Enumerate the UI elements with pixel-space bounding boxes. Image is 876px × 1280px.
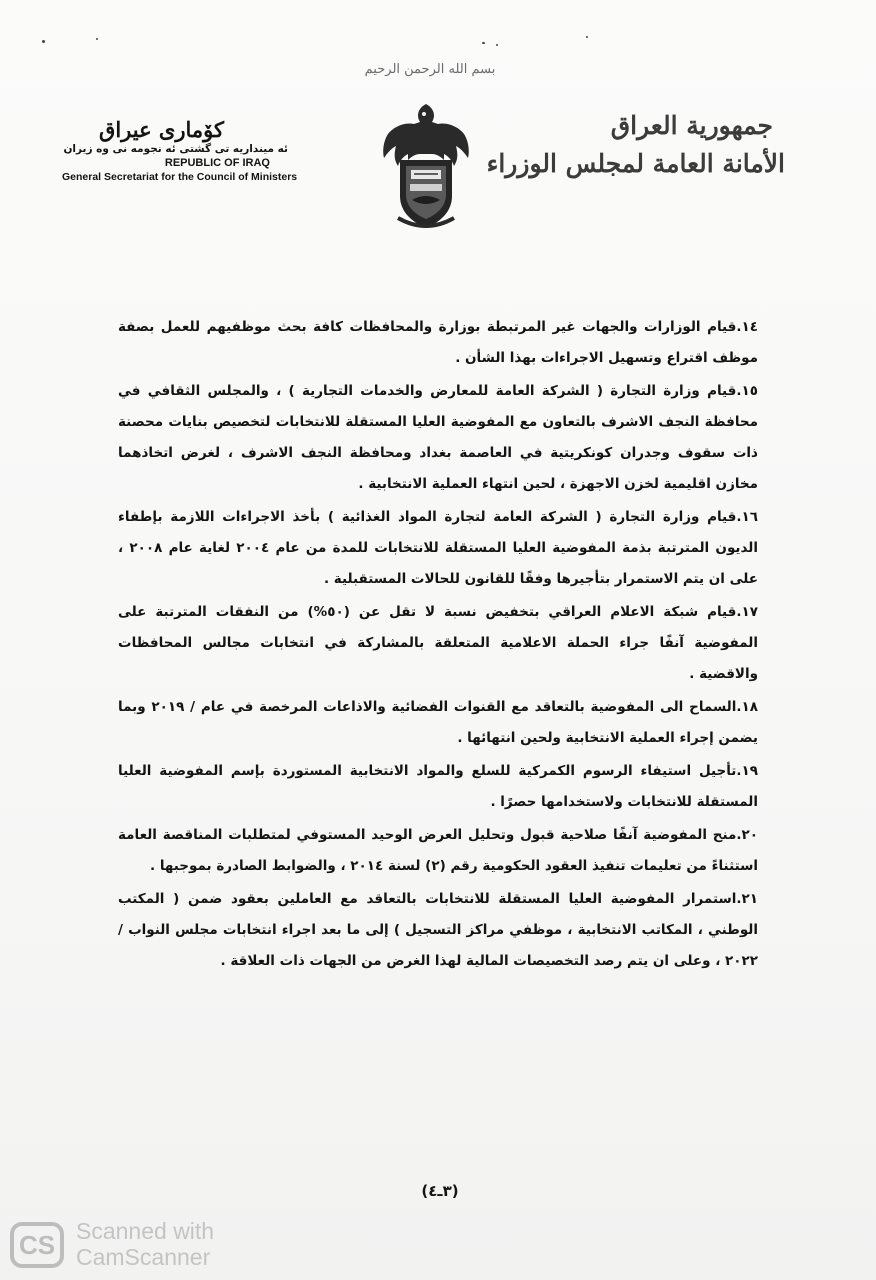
resolution-items-list [118,312,758,979]
list-item-16: ١٦.قيام وزارة التجارة ( الشركة العامة لتجارة المواد الغذائية ) بأخذ الاجراءات اللازمة بإطفاء الديون المترتبة بذمة المفوضية العليا المستقلة للانتخابات للمدة من عام ٢٠٠٤ لغاية عام ٢٠٠٨ ، على ان يتم الاستمرار بتأجيرها وفقًا للقانون للحالات المستقبلية . [118,509,758,587]
english-country-name: REPUBLIC OF IRAQ [164,157,270,169]
scan-speck [96,38,98,40]
list-item-21: ٢١.استمرار المفوضية العليا المستقلة للانتخابات بالتعاقد مع العاملين بعقود ضمن ( المكتب الوطني ، المكاتب الانتخابية ، موظفي مراكز التسجيل ) إلى ما بعد اجراء انتخابات مجلس النواب / ٢٠٢٢ ، وعلى ان يتم رصد التخصيصات المالية لهذا الغرض من الجهات ذات العلاقة . [118,891,758,969]
arabic-letterhead [486,108,785,184]
scan-speck [586,36,588,38]
list-item-19: ١٩.تأجيل استيفاء الرسوم الكمركية للسلع والمواد الانتخابية المستوردة بإسم المفوضية العليا المستقلة للانتخابات ولاستخدامها حصرًا . [118,763,758,810]
list-item-17: ١٧.قيام شبكة الاعلام العراقي بتخفيض نسبة لا تقل عن (٥٠%) من النفقات المترتبة على المفوضية آنفًا جراء الحملة الاعلامية المتعلقة بالمشاركة في انتخابات مجالس المحافظات والاقضية . [118,604,758,682]
list-item-15: ١٥.قيام وزارة التجارة ( الشركة العامة للمعارض والخدمات التجارية ) ، والمجلس الثقافي في محافظة النجف الاشرف بالتعاون مع المفوضية العليا المستقلة للانتخابات لتخصيص بنايات محصنة ذات سقوف وجدران كونكريتية في العاصمة بغداد ومحافظة النجف الاشرف ، لغرض اتخاذهما مخازن اقليمية لخزن الاجهزة ، لحين انتهاء العملية الانتخابية . [118,383,758,492]
scan-speck [496,44,498,46]
iraq-eagle-emblem-icon [378,100,474,232]
basmala: بسم الله الرحمن الرحيم [364,62,496,77]
arabic-republic-title: جمهورية العراق [610,111,773,140]
watermark-line1: Scanned with [76,1218,215,1244]
kurdish-english-letterhead [62,117,298,184]
watermark-text [76,1218,214,1270]
list-item-18: ١٨.السماح الى المفوضية بالتعاقد مع القنوات الفضائية والاذاعات المرخصة في عام / ٢٠١٩ وبما يضمن إجراء العملية الانتخابية ولحين انتهائها . [118,699,758,746]
watermark-line2: CamScanner [76,1244,211,1270]
english-secretariat-name: General Secretariat for the Council of Ministers [62,171,298,183]
list-item-20: ٢٠.منح المفوضية آنفًا صلاحية قبول وتحليل العرض الوحيد المستوفي لمتطلبات المناقصة العامة استثناءً من تعليمات تنفيذ العقود الحكومية رقم (٢) لسنة ٢٠١٤ ، والضوابط الصادرة بموجبها . [118,827,758,874]
camscanner-watermark [8,1218,248,1274]
list-item-14: ١٤.قيام الوزارات والجهات غير المرتبطة بوزارة والمحافظات كافة بحث موظفيهم للعمل بصفة موظف اقتراع وتسهيل الاجراءات بهذا الشأن . [118,319,758,366]
scan-speck [42,40,45,43]
arabic-secretariat-title: الأمانة العامة لمجلس الوزراء [486,149,785,178]
kurdish-subtitle: ئه مینداریه تی گشتی ئه نجومه نی وه زیران [63,143,288,155]
kurdish-title: کۆماری عیراق [99,117,224,142]
page-number: (٣ـ٤) [421,1182,459,1200]
camscanner-logo-icon: CS [10,1222,64,1268]
scan-speck [482,42,485,44]
